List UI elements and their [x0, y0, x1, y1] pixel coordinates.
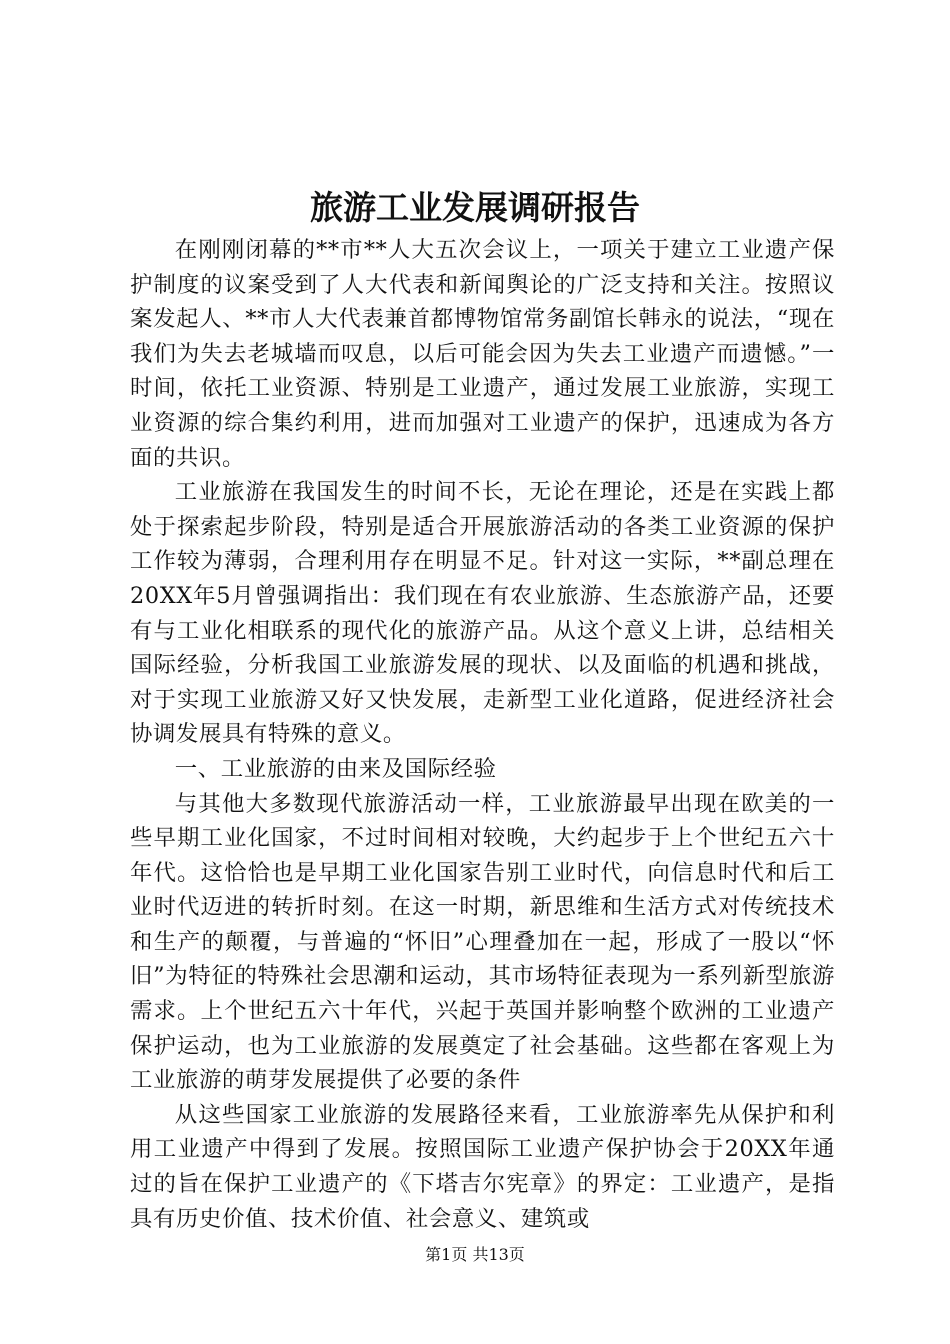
page-title: 旅游工业发展调研报告	[310, 188, 640, 227]
paragraph-development-path: 从这些国家工业旅游的发展路径来看，工业旅游率先从保护和利用工业遗产中得到了发展。按照国际工业遗产保护协会于20XX年通过的旨在保护工业遗产的《下塔吉尔宪章》的界定：工业遗产，是指具有历史价值、技术价值、社会意义、建筑或	[130, 1101, 835, 1232]
document-body	[130, 233, 835, 1236]
paragraph-background: 工业旅游在我国发生的时间不长，无论在理论，还是在实践上都处于探索起步阶段，特别是适合开展旅游活动的各类工业资源的保护工作较为薄弱，合理利用存在明显不足。针对这一实际，**副总理在20XX年5月曾强调指出：我们现在有农业旅游、生态旅游产品，还要有与工业化相联系的现代化的旅游产品。从这个意义上讲，总结相关国际经验，分析我国工业旅游发展的现状、以及面临的机遇和挑战，对于实现工业旅游又好又快发展，走新型工业化道路，促进经济社会协调发展具有特殊的意义。	[130, 479, 835, 748]
section-heading: 一、工业旅游的由来及国际经验	[174, 755, 497, 782]
page-number-footer: 第1页 共13页	[425, 1245, 525, 1264]
paragraph-intro: 在刚刚闭幕的**市**人大五次会议上，一项关于建立工业遗产保护制度的议案受到了人大代表和新闻舆论的广泛支持和关注。按照议案发起人、**市人大代表兼首都博物馆常务副馆长韩永的说法，“现在我们为失去老城墙而叹息，以后可能会因为失去工业遗产而遗憾。”一时间，依托工业资源、特别是工业遗产，通过发展工业旅游，实现工业资源的综合集约利用，进而加强对工业遗产的保护，迅速成为各方面的共识。	[130, 237, 835, 471]
paragraph-origin: 与其他大多数现代旅游活动一样，工业旅游最早出现在欧美的一些早期工业化国家，不过时间相对较晚，大约起步于上个世纪五六十年代。这恰恰也是早期工业化国家告别工业时代，向信息时代和后工业时代迈进的转折时刻。在这一时期，新思维和生活方式对传统技术和生产的颠覆，与普遍的“怀旧”心理叠加在一起，形成了一股以“怀旧”为特征的特殊社会思潮和运动，其市场特征表现为一系列新型旅游需求。上个世纪五六十年代，兴起于英国并影响整个欧洲的工业遗产保护运动，也为工业旅游的发展奠定了社会基础。这些都在客观上为工业旅游的萌芽发展提供了必要的条件	[130, 790, 835, 1094]
